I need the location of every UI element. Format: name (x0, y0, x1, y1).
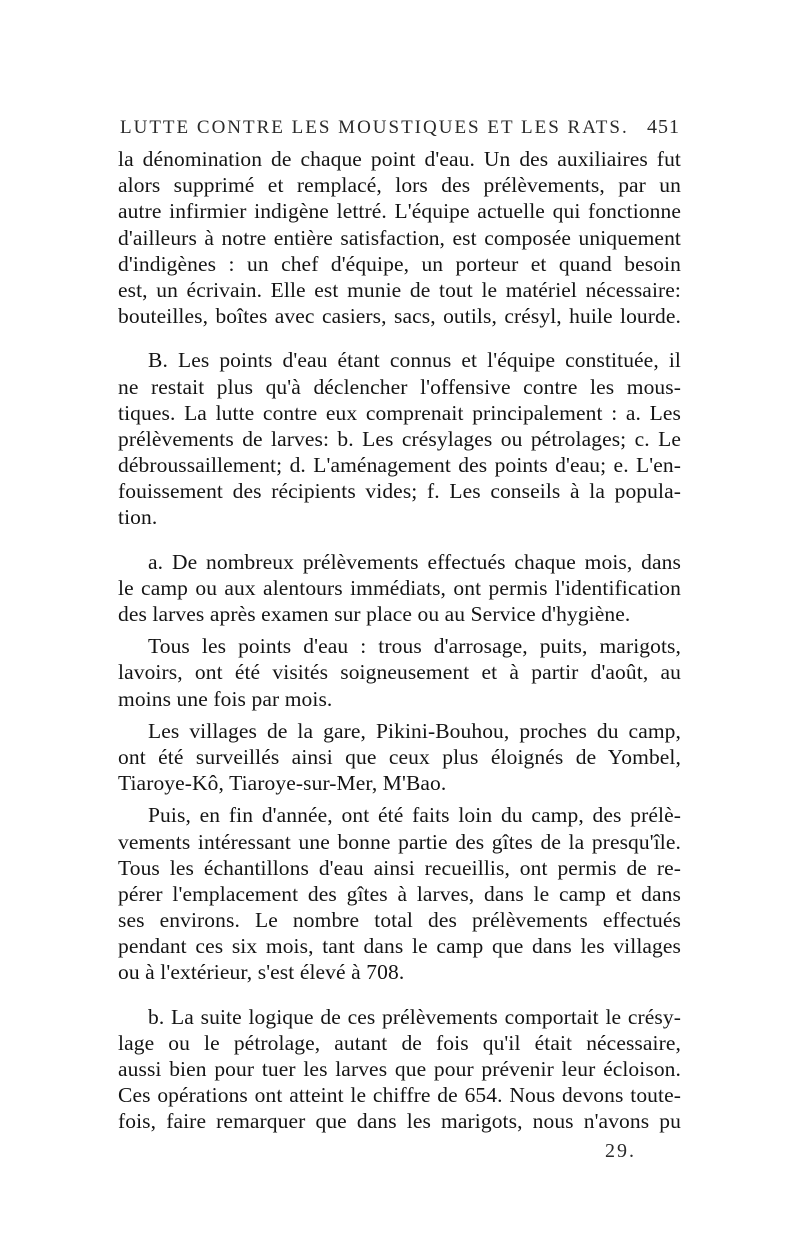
text-line: débroussaillement; d. L'aménagement des points d'eau; e. L'en- (118, 453, 681, 478)
text-line: pendant ces six mois, tant dans le camp que dans les villages (118, 934, 681, 959)
text-line: tion. (118, 505, 158, 530)
text-line: ne restait plus qu'à déclencher l'offensive contre les mous- (118, 374, 681, 399)
paragraph-gap (118, 986, 681, 1004)
paragraph-gap (118, 329, 681, 347)
running-title: LUTTE CONTRE LES MOUSTIQUES ET LES RATS. (120, 117, 629, 138)
text-line: moins une fois par mois. (118, 686, 333, 711)
text-line: lage ou le pétrolage, autant de fois qu'il était nécessaire, (118, 1030, 681, 1055)
text-line: des larves après examen sur place ou au Service d'hygiène. (118, 602, 631, 626)
text-line: la dénomination de chaque point d'eau. Un des auxiliaires fut (118, 147, 681, 171)
paragraph (118, 802, 681, 985)
page-number: 451 (647, 116, 680, 138)
paragraph (118, 633, 681, 712)
text-line: fois, faire remarquer que dans les marigots, nous n'avons pu (118, 1109, 681, 1134)
text-line: pérer l'emplacement des gîtes à larves, dans le camp et dans (118, 881, 681, 906)
text-line: bouteilles, boîtes avec casiers, sacs, outils, crésyl, huile lourde. (118, 304, 681, 329)
text-line: Tous les points d'eau : trous d'arrosage, puits, marigots, (148, 634, 681, 659)
text-line: B. Les points d'eau étant connus et l'équipe constituée, il (148, 348, 681, 373)
text-line: ont été surveillés ainsi que ceux plus éloignés de Yombel, (118, 744, 681, 769)
paragraph (118, 1004, 681, 1135)
text-line: vements intéressant une bonne partie des gîtes de la presqu'île. (118, 829, 681, 854)
text-line: alors supprimé et remplacé, lors des prélèvements, par un (118, 173, 681, 198)
text-line: ou à l'extérieur, s'est élevé à 708. (118, 960, 405, 985)
running-header (120, 116, 680, 142)
text-line: Puis, en fin d'année, ont été faits loin du camp, des prélè- (148, 803, 681, 828)
text-line: est, un écrivain. Elle est munie de tout le matériel nécessaire: (118, 277, 681, 302)
text-line: ses environs. Le nombre total des prélèvements effectués (118, 908, 681, 933)
text-line: Les villages de la gare, Pikini-Bouhou, proches du camp, (148, 718, 681, 743)
paragraph (118, 347, 681, 530)
paragraph (118, 718, 681, 797)
text-line: a. De nombreux prélèvements effectués chaque mois, dans (148, 549, 681, 574)
text-line: Ces opérations ont atteint le chiffre de 654. Nous devons toute- (118, 1083, 681, 1108)
signature-mark: 29. (605, 1140, 636, 1162)
paragraph (118, 146, 681, 329)
text-line: Tous les échantillons d'eau ainsi recueillis, ont permis de re- (118, 855, 681, 880)
paragraph-gap (118, 531, 681, 549)
text-line: fouissement des récipients vides; f. Les conseils à la popula- (118, 479, 681, 504)
text-line: b. La suite logique de ces prélèvements comportait le crésy- (148, 1004, 681, 1029)
text-line: tiques. La lutte contre eux comprenait principalement : a. Les (118, 400, 681, 425)
text-line: aussi bien pour tuer les larves que pour prévenir leur écloison. (118, 1057, 681, 1081)
text-line: le camp ou aux alentours immédiats, ont permis l'identification (118, 575, 681, 600)
text-line: Tiaroye-Kô, Tiaroye-sur-Mer, M'Bao. (118, 771, 447, 796)
text-line: prélèvements de larves: b. Les crésylages ou pétrolages; c. Le (118, 426, 681, 451)
text-line: autre infirmier indigène lettré. L'équipe actuelle qui fonctionne (118, 199, 681, 224)
paragraph (118, 549, 681, 628)
text-line: d'ailleurs à notre entière satisfaction, est composée uniquement (118, 225, 681, 250)
text-line: d'indigènes : un chef d'équipe, un porteur et quand besoin (118, 251, 681, 276)
text-line: lavoirs, ont été visités soigneusement et à partir d'août, au (118, 660, 681, 685)
body-text (118, 146, 681, 1135)
